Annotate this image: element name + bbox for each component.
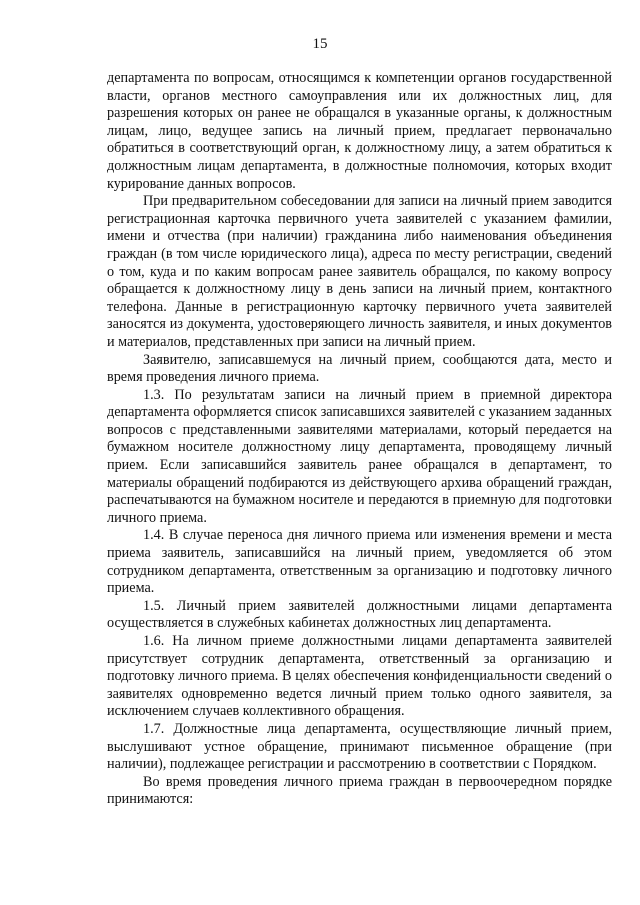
paragraph-priority-reception: Во время проведения личного приема граждан в первоочередном порядке принимаются: xyxy=(107,773,612,808)
paragraph-1-4: 1.4. В случае переноса дня личного приема или изменения времени и места приема заявитель, записавшийся на личный прием, уведомляется об этом сотрудником департамента, ответственным за организацию и подготовку личного приема. xyxy=(107,527,612,597)
paragraph-1-6: 1.6. На личном приеме должностными лицами департамента заявителей присутствует сотрудник департамента, ответственный за организацию и подготовку личного приема. В целях обеспечения конфиденциальности сведений о заявителях одновременно ведется личный прием только одного заявителя, за исключением случаев коллективного обращения. xyxy=(107,633,612,720)
paragraph-continuation: департамента по вопросам, относящимся к компетенции органов государственной власти, органов местного самоуправления или их должностных лиц, для разрешения которых он ранее не обращался в указанные органы, к должностным лицам, лицо, ведущее запись на личный прием, предлагает первоначально обратиться в соответствующий орган, к должностному лицу, а затем обратиться к должностным лицам департамента, в должностные полномочия, которых входит курирование данных вопросов. xyxy=(107,70,612,192)
paragraph-notification: Заявителю, записавшемуся на личный прием, сообщаются дата, место и время проведения личного приема. xyxy=(107,351,612,386)
paragraph-1-7: 1.7. Должностные лица департамента, осуществляющие личный прием, выслушивают устное обращение, принимают письменное обращение (при наличии), подлежащее регистрации и рассмотрению в соответствии с Порядком. xyxy=(107,720,612,773)
paragraph-1-3: 1.3. По результатам записи на личный прием в приемной директора департамента оформляется список записавшихся заявителей с указанием заданных вопросов с представленными заявителями материалами, который передается на бумажном носителе должностному лицу департамента, проводящему личный прием. Если записавшийся заявитель ранее обращался в департамент, то материалы обращений подбираются из действующего архива обращений граждан, распечатываются на бумажном носителе и передаются в приемную для подготовки личного приема. xyxy=(107,386,612,526)
paragraph-registration-card: При предварительном собеседовании для записи на личный прием заводится регистрационная карточка первичного учета заявителей с указанием фамилии, имени и отчества (при наличии) гражданина либо наименования объединения граждан (в том числе юридического лица), адреса по месту регистрации, сведений о том, куда и по каким вопросам ранее заявитель обращался, по какому вопросу обращается к должностному лицу в день записи на личный прием, контактного телефона. Данные в регистрационную карточку первичного учета заявителей заносятся из документа, удостоверяющего личность заявителя, и иных документов и материалов, представленных при записи на личный прием. xyxy=(107,193,612,350)
paragraph-1-5: 1.5. Личный прием заявителей должностными лицами департамента осуществляется в служебных кабинетах должностных лиц департамента. xyxy=(107,597,612,632)
page-number: 15 xyxy=(312,36,328,52)
document-body xyxy=(107,70,612,809)
